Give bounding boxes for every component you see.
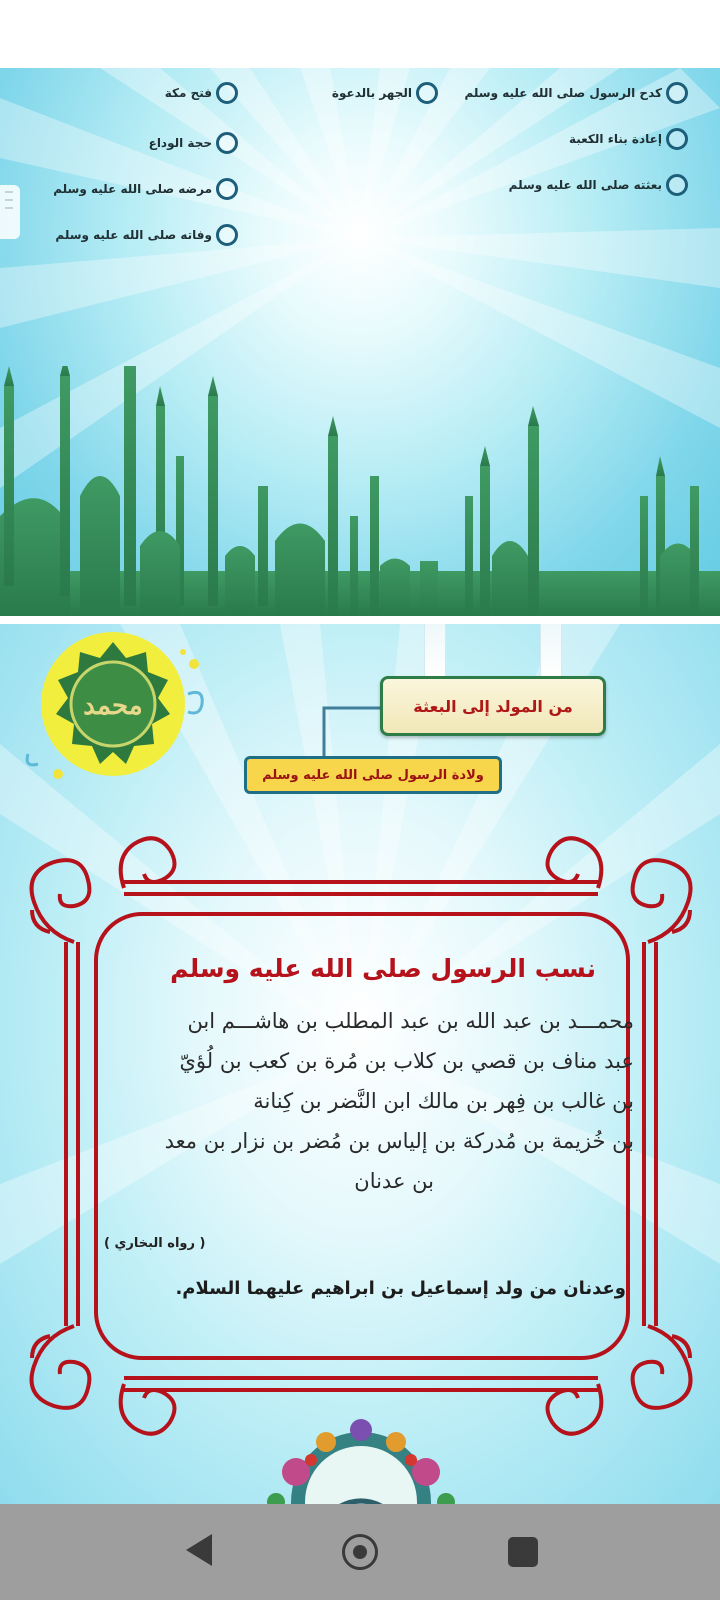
option-label: مرضه صلى الله عليه وسلم (53, 182, 212, 196)
panel-separator (0, 616, 720, 624)
option-item[interactable] (569, 128, 688, 150)
chapter-header-text: من المولد إلى البعثة (413, 696, 573, 716)
nasab-line: بن غالب بن فِهر بن مالك ابن النَّضر بن كِنانة (253, 1089, 634, 1113)
system-navigation-bar (0, 1504, 720, 1600)
option-label: كدح الرسول صلى الله عليه وسلم (464, 86, 662, 100)
back-icon[interactable] (186, 1534, 212, 1566)
medallion-text: محمد (83, 691, 143, 721)
side-drawer-handle[interactable] (0, 185, 20, 239)
option-item[interactable] (149, 132, 238, 154)
option-label: حجة الوداع (148, 136, 212, 150)
radio-button-icon[interactable] (666, 128, 688, 150)
nasab-line: عبد مناف بن قصي بن كلاب بن مُرة بن كعب بن لُؤيّ (179, 1049, 634, 1073)
sign-hanger (540, 624, 562, 676)
radio-button-icon[interactable] (216, 224, 238, 246)
option-item[interactable] (464, 82, 688, 104)
option-item[interactable] (53, 178, 238, 200)
option-label: بعثته صلى الله عليه وسلم (508, 178, 662, 192)
nasab-line: بن عدنان (354, 1169, 434, 1193)
radio-button-icon[interactable] (666, 82, 688, 104)
home-icon[interactable] (342, 1534, 378, 1570)
nasab-line: محمـــد بن عبد الله بن عبد المطلب بن هاشـــم ابن (187, 1009, 634, 1033)
option-item[interactable] (332, 82, 438, 104)
option-label: إعادة بناء الكعبة (568, 132, 662, 146)
nasab-line: بن خُزيمة بن مُدركة بن إلياس بن مُضر بن نزار بن معد (164, 1129, 634, 1153)
sign-hanger (424, 624, 446, 676)
radio-button-icon[interactable] (216, 82, 238, 104)
sign-connector (318, 706, 388, 760)
topic-sign-text: ولادة الرسول صلى الله عليه وسلم (262, 767, 484, 783)
radio-button-icon[interactable] (666, 174, 688, 196)
option-label: الجهر بالدعوة (331, 86, 412, 100)
option-item[interactable] (55, 224, 238, 246)
option-label: فتح مكة (164, 86, 212, 100)
quiz-panel (0, 68, 720, 616)
radio-button-icon[interactable] (216, 132, 238, 154)
radio-button-icon[interactable] (416, 82, 438, 104)
lesson-panel (0, 624, 720, 1504)
top-white-strip (0, 0, 720, 68)
hadith-source: ( رواه البخاري ) (104, 1236, 206, 1251)
nasab-text-block (84, 954, 644, 1201)
option-label: وفاته صلى الله عليه وسلم (55, 228, 212, 242)
mosque-skyline-illustration (0, 366, 720, 616)
nasab-body (84, 1001, 644, 1201)
option-item[interactable] (509, 174, 688, 196)
chapter-header-sign (380, 676, 606, 736)
recents-icon[interactable] (508, 1537, 538, 1567)
radio-button-icon[interactable] (216, 178, 238, 200)
muhammad-calligraphy-medallion (18, 624, 218, 794)
topic-sign[interactable] (244, 756, 502, 794)
adnan-line: وعدنان من ولد إسماعيل بن ابراهيم عليهما السلام. (175, 1278, 626, 1299)
option-item[interactable] (165, 82, 238, 104)
floral-ornament-illustration (256, 1412, 466, 1504)
nasab-title: نسب الرسول صلى الله عليه وسلم (170, 954, 596, 983)
